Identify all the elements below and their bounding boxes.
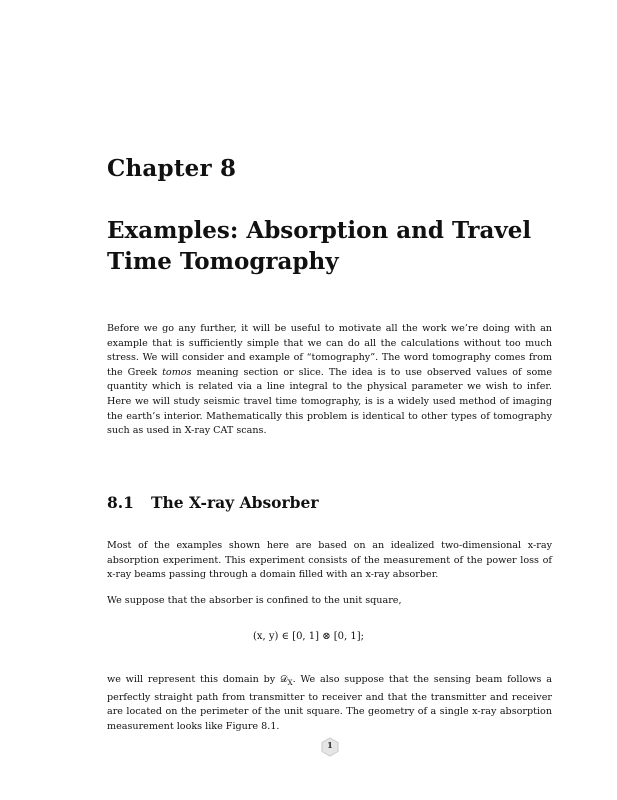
intro-paragraph bbox=[107, 322, 552, 439]
section-paragraph-3 bbox=[107, 673, 552, 734]
chapter-label: Chapter 8 bbox=[107, 155, 237, 182]
page-number-badge bbox=[320, 737, 340, 757]
intro-term: tomos bbox=[162, 366, 192, 378]
equation-unit-square: (x, y) ∈ [0, 1] ⊗ [0, 1]; bbox=[252, 631, 365, 642]
intro-text-end: meaning section or slice. The idea is to use observed values of some quantity which is related via a line integral to the physical parameter we wish to infer. Here we will study seismic travel time tomography, is is a widely used method of imaging the earth’s interior. Mathematically this problem is identical to other types of tomography such as used in X-ray CAT scans. bbox=[107, 366, 552, 437]
section-title: The X-ray Absorber bbox=[151, 493, 319, 512]
section-number: 8.1 bbox=[107, 493, 134, 512]
intro-text-start: Before we go any further, it will be useful to motivate all the work we’re doing with an example that is sufficiently simple that we can do all the calculations without too much stress. We will consider and example of “tomography”. The word tomography comes from the Greek bbox=[107, 323, 552, 378]
chapter-title: Examples: Absorption and Travel Time Tomography bbox=[107, 217, 532, 275]
paragraph-3-end: . We also suppose that the sensing beam follows a perfectly straight path from transmitter to receiver and that the transmitter and receiver are located on the perimeter of the unit square. The geometry of a single x-ray absorption measurement looks like Figure 8.1. bbox=[107, 674, 552, 732]
section-paragraph-1: Most of the examples shown here are based on an idealized two-dimensional x-ray absorption experiment. This experiment consists of the measurement of the power loss of x-ray beams passing through a domain filled with an x-ray absorber. bbox=[107, 540, 552, 581]
page-number: 1 bbox=[327, 741, 333, 751]
domain-symbol: 𝒟 bbox=[279, 674, 288, 685]
section-heading bbox=[107, 493, 319, 512]
paragraph-3-start: we will represent this domain by bbox=[107, 674, 280, 685]
section-paragraph-2: We suppose that the absorber is confined to the unit square, bbox=[107, 595, 402, 606]
domain-subscript: X bbox=[287, 678, 293, 687]
